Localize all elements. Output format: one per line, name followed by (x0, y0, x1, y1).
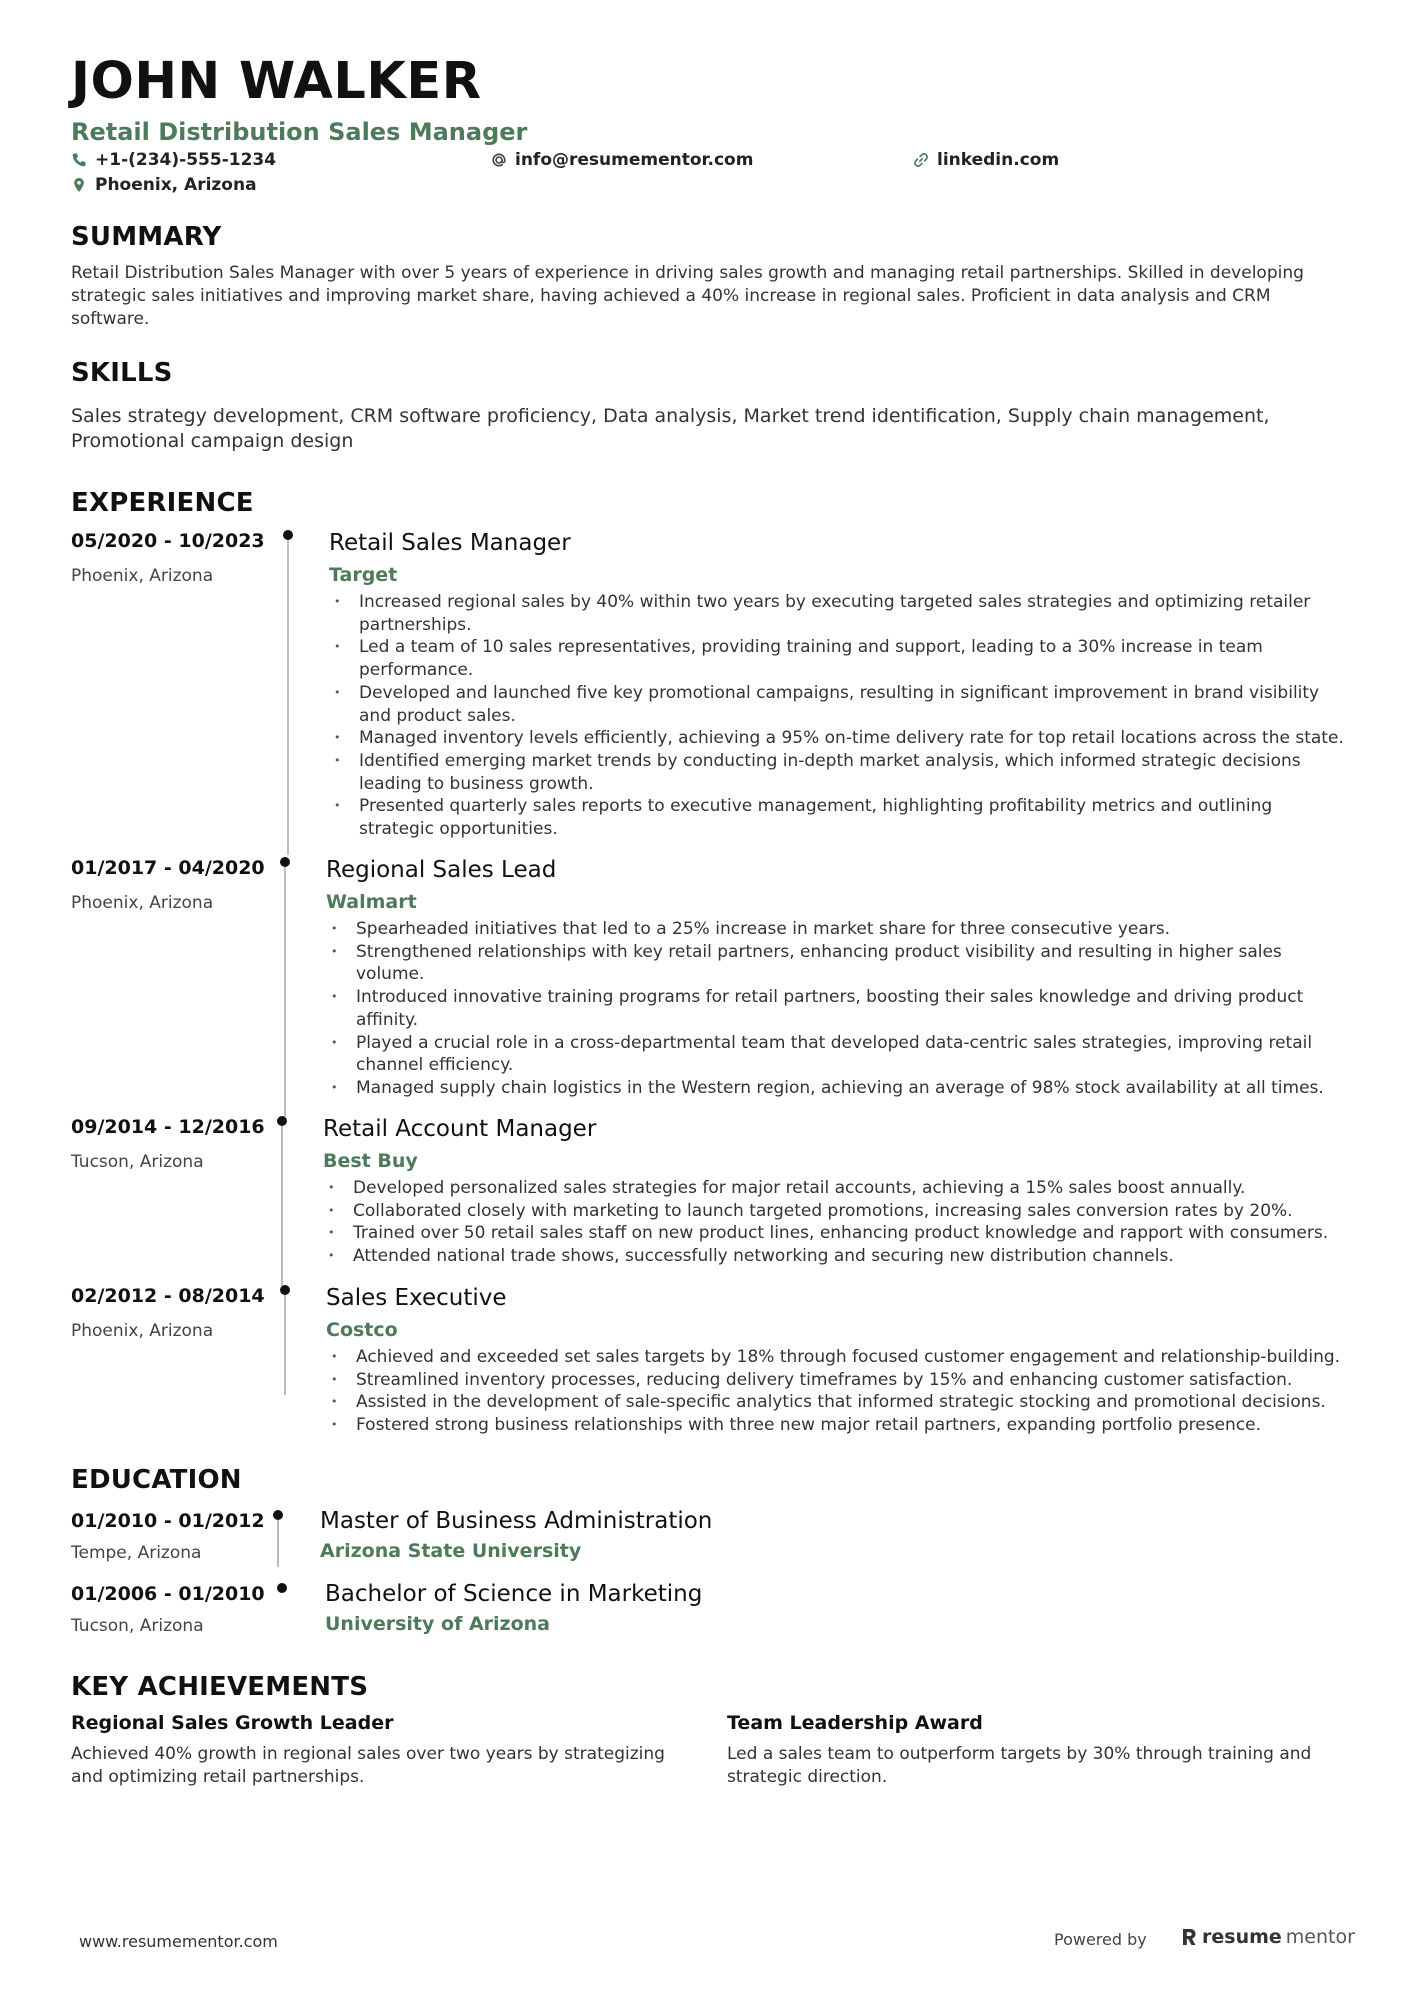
job-bullet: • Achieved and exceeded set sales targets by 18% through focused customer engagement and relationship-building. (327, 1346, 1357, 1369)
job-bullet: • Managed inventory levels efficiently, achieving a 95% on-time delivery rate for top retail locations across the state. (330, 727, 1350, 750)
job-bullet: • Collaborated closely with marketing to launch targeted promotions, increasing sales conversion rates by 20%. (324, 1200, 1354, 1223)
job-bullet: • Presented quarterly sales reports to executive management, highlighting profitability metrics and outlining strategic opportunities. (330, 795, 1350, 840)
job-dates: 02/2012 - 08/2014 (71, 1285, 265, 1307)
powered-by-label: Powered by (1054, 1930, 1147, 1949)
job-bullet: • Introduced innovative training programs for retail partners, boosting their sales knowledge and driving product affinity. (327, 986, 1347, 1031)
skills-heading: SKILLS (71, 358, 173, 388)
edu-location: Tucson, Arizona (71, 1616, 204, 1636)
achievement-item (71, 1712, 671, 1789)
brand-name-bold: resume (1202, 1926, 1282, 1948)
timeline-dot (280, 857, 290, 867)
email-text: info@resumementor.com (515, 150, 754, 170)
achievement-title: Team Leadership Award (727, 1712, 983, 1734)
brand-name-regular: mentor (1285, 1926, 1355, 1948)
job-bullet: • Strengthened relationships with key retail partners, enhancing product visibility and resulting in higher sales volume. (327, 941, 1347, 986)
job-company: Best Buy (323, 1150, 418, 1172)
timeline-dot (280, 1285, 290, 1295)
linkedin-text: linkedin.com (937, 150, 1060, 170)
skills-text: Sales strategy development, CRM software proficiency, Data analysis, Market trend identification, Supply chain management, Promotional campaign design (71, 405, 1270, 452)
contact-phone[interactable] (71, 150, 276, 170)
job-bullet: • Managed supply chain logistics in the Western region, achieving an average of 98% stock availability at all times. (327, 1077, 1347, 1100)
experience-entry (71, 530, 1361, 850)
job-bullet: • Attended national trade shows, successfully networking and securing new distribution channels. (324, 1245, 1354, 1268)
contact-email[interactable] (491, 150, 753, 170)
job-location: Tucson, Arizona (71, 1152, 204, 1172)
achievement-title: Regional Sales Growth Leader (71, 1712, 394, 1734)
footer-website-link[interactable]: www.resumementor.com (79, 1932, 278, 1951)
job-bullet: • Identified emerging market trends by conducting in-depth market analysis, which informed strategic decisions leading to business growth. (330, 750, 1350, 795)
achievement-desc: Led a sales team to outperform targets by 30% through training and strategic direction. (727, 1744, 1312, 1787)
job-bullet: • Developed and launched five key promotional campaigns, resulting in significant improvement in brand visibility and product sales. (330, 682, 1350, 727)
location-pin-icon (71, 177, 87, 193)
candidate-name: JOHN WALKER (71, 52, 482, 111)
job-bullets (330, 591, 1350, 841)
timeline-dot (283, 530, 293, 540)
timeline-line (287, 540, 289, 855)
job-title: Retail Account Manager (323, 1116, 597, 1142)
education-entry (71, 1583, 971, 1643)
edu-school: Arizona State University (320, 1540, 582, 1562)
job-bullet: • Assisted in the development of sale-specific analytics that informed strategic stocking and promotional decisions. (327, 1391, 1357, 1414)
edu-dates: 01/2010 - 01/2012 (71, 1510, 265, 1532)
edu-school: University of Arizona (325, 1613, 550, 1635)
edu-degree: Master of Business Administration (320, 1508, 713, 1534)
job-bullet: • Led a team of 10 sales representatives, providing training and support, leading to a 30% increase in team performance. (330, 636, 1350, 681)
job-dates: 09/2014 - 12/2016 (71, 1116, 265, 1138)
job-title: Regional Sales Lead (326, 857, 557, 883)
timeline-dot (277, 1583, 287, 1593)
job-bullet: • Increased regional sales by 40% within two years by executing targeted sales strategies and optimizing retailer partnerships. (330, 591, 1350, 636)
edu-location: Tempe, Arizona (71, 1543, 202, 1563)
contact-linkedin[interactable] (913, 150, 1059, 170)
job-bullet: • Trained over 50 retail sales staff on new product lines, enhancing product knowledge and rapport with consumers. (324, 1222, 1354, 1245)
experience-heading: EXPERIENCE (71, 488, 254, 518)
job-company: Target (329, 564, 398, 586)
edu-dates: 01/2006 - 01/2010 (71, 1583, 265, 1605)
job-company: Walmart (326, 891, 417, 913)
job-title: Sales Executive (326, 1285, 507, 1311)
job-bullet: • Fostered strong business relationships with three new major retail partners, expanding portfolio presence. (327, 1414, 1357, 1437)
location-text: Phoenix, Arizona (95, 175, 257, 195)
experience-entry (71, 1116, 1361, 1276)
job-dates: 05/2020 - 10/2023 (71, 530, 265, 552)
job-bullets (327, 918, 1347, 1100)
education-heading: EDUCATION (71, 1465, 242, 1495)
achievements-heading: KEY ACHIEVEMENTS (71, 1672, 369, 1702)
edu-degree: Bachelor of Science in Marketing (325, 1581, 703, 1607)
experience-entry (71, 1285, 1361, 1435)
education-entry (71, 1510, 971, 1570)
brand-logo[interactable] (1180, 1926, 1355, 1948)
job-dates: 01/2017 - 04/2020 (71, 857, 265, 879)
contact-location (71, 175, 257, 195)
job-bullets (327, 1346, 1357, 1437)
at-icon (491, 152, 507, 168)
job-location: Phoenix, Arizona (71, 1321, 214, 1341)
summary-text: Retail Distribution Sales Manager with over 5 years of experience in driving sales growth and managing retail partnerships. Skilled in developing strategic sales initiatives and improving market share, having achieved a 40% increase in regional sales. Proficient in data analysis and CRM software. (71, 263, 1304, 329)
timeline-dot (277, 1116, 287, 1126)
phone-text: +1-(234)-555-1234 (95, 150, 277, 170)
job-bullets (324, 1177, 1354, 1268)
job-location: Phoenix, Arizona (71, 893, 214, 913)
resume-page (71, 0, 1355, 1995)
timeline-line (277, 1520, 279, 1567)
timeline-dot (273, 1510, 283, 1520)
summary-heading: SUMMARY (71, 222, 222, 252)
job-bullet: • Streamlined inventory processes, reducing delivery timeframes by 15% and enhancing customer satisfaction. (327, 1369, 1357, 1392)
job-title: Retail Sales Manager (329, 530, 571, 556)
resumementor-logo-icon (1180, 1927, 1198, 1947)
phone-icon (71, 152, 87, 168)
job-bullet: • Played a crucial role in a cross-departmental team that developed data-centric sales strategies, improving retail channel efficiency. (327, 1032, 1347, 1077)
achievement-item (727, 1712, 1327, 1789)
job-bullet: • Spearheaded initiatives that led to a 25% increase in market share for three consecutive years. (327, 918, 1347, 941)
experience-entry (71, 857, 1361, 1107)
job-location: Phoenix, Arizona (71, 566, 214, 586)
job-company: Costco (326, 1319, 398, 1341)
timeline-line (281, 1126, 283, 1286)
link-icon (913, 152, 929, 168)
achievement-desc: Achieved 40% growth in regional sales over two years by strategizing and optimizing retail partnerships. (71, 1744, 665, 1787)
timeline-line (284, 1295, 286, 1395)
job-bullet: • Developed personalized sales strategies for major retail accounts, achieving a 15% sales boost annually. (324, 1177, 1354, 1200)
timeline-line (284, 867, 286, 1117)
candidate-role: Retail Distribution Sales Manager (71, 118, 528, 146)
